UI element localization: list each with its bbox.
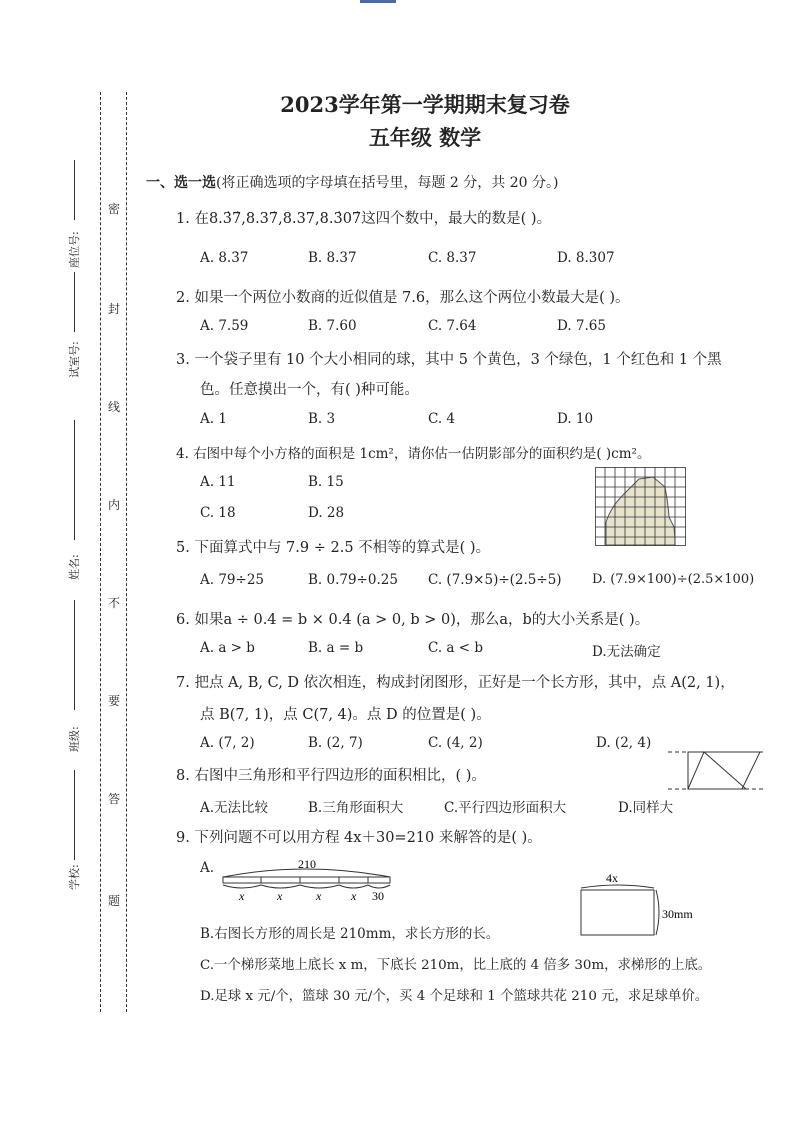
q-num: 4. bbox=[176, 446, 189, 462]
question-3 bbox=[176, 348, 722, 369]
q-num: 8. bbox=[176, 768, 190, 784]
q-num: 6. bbox=[176, 612, 190, 628]
total-label: 210 bbox=[298, 857, 316, 871]
side-underline bbox=[74, 160, 75, 220]
q4-option-a: A. 11 bbox=[200, 474, 236, 490]
q9-option-b: B.右图长方形的周长是 210mm，求长方形的长。 bbox=[200, 926, 500, 942]
side-underline bbox=[74, 600, 75, 710]
q2-option-d: D. 7.65 bbox=[557, 318, 606, 334]
q-text: 把点 A, B, C, D 依次相连，构成封闭图形，正好是一个长方形，其中，点 A(2, 1)， bbox=[194, 675, 735, 691]
q1-option-d: D. 8.3̇07̇ bbox=[557, 250, 615, 266]
q2-option-b: B. 7.60 bbox=[308, 318, 357, 334]
q8-option-a: A.无法比较 bbox=[200, 800, 269, 816]
seal-char: 题 bbox=[108, 894, 121, 908]
q-num: 3. bbox=[176, 352, 190, 368]
seal-line-right bbox=[126, 92, 127, 1012]
q7-option-d: D. (2, 4) bbox=[596, 735, 652, 751]
side-underline bbox=[74, 272, 75, 332]
q5-option-d: D. (7.9×100)÷(2.5×100) bbox=[592, 572, 755, 587]
q1-option-a: A. 8.3̇7̇ bbox=[200, 250, 249, 266]
q-num: 2. bbox=[176, 290, 190, 306]
grid-figure bbox=[595, 467, 687, 547]
q-num: 7. bbox=[176, 675, 190, 691]
side-field-class: 班级: bbox=[68, 726, 81, 752]
q9-option-c: C.一个梯形菜地上底长 x m，下底长 210m，比上底的 4 倍多 30m，求梯形的上底。 bbox=[200, 958, 712, 973]
side-underline bbox=[74, 770, 75, 860]
q7-option-c: C. (4, 2) bbox=[428, 735, 483, 751]
rect-length-label: 4x bbox=[606, 871, 618, 885]
q-text: 下列问题不可以用方程 4x＋30=210 来解答的是( )。 bbox=[194, 830, 542, 846]
top-mark bbox=[360, 0, 396, 3]
q7-option-b: B. (2, 7) bbox=[308, 735, 363, 751]
page-subtitle: 五年级 数学 bbox=[368, 125, 482, 150]
question-3-cont: 色。任意摸出一个，有( )种可能。 bbox=[200, 382, 419, 398]
q5-option-b: B. 0.79÷0.25 bbox=[308, 572, 398, 588]
q6-option-a: A. a > b bbox=[200, 640, 255, 656]
q7-option-a: A. (7, 2) bbox=[200, 735, 255, 751]
rectangle-figure bbox=[578, 868, 708, 940]
q-text: 如果一个两位小数商的近似值是 7.6，那么这个两位小数最大是( )。 bbox=[194, 290, 630, 306]
q5-option-c: C. (7.9×5)÷(2.5÷5) bbox=[428, 572, 562, 588]
q8-option-d: D.同样大 bbox=[618, 800, 674, 816]
q9-option-d: D.足球 x 元/个，篮球 30 元/个，买 4 个足球和 1 个篮球共花 210 元，求足球单价。 bbox=[200, 989, 709, 1004]
side-field-room: 试室号: bbox=[68, 341, 81, 378]
q-num: 5. bbox=[176, 540, 190, 556]
q4-option-c: C. 18 bbox=[200, 505, 236, 521]
q-text: 右图中三角形和平行四边形的面积相比，( )。 bbox=[194, 768, 486, 784]
q-text: 右图中每个小方格的面积是 1cm²，请你估一估阴影部分的面积约是( )cm²。 bbox=[193, 446, 651, 462]
question-4 bbox=[176, 442, 650, 462]
q6-option-c: C. a < b bbox=[428, 640, 484, 656]
question-2 bbox=[176, 286, 630, 307]
section-header bbox=[146, 172, 558, 192]
q3-option-a: A. 1 bbox=[200, 411, 227, 427]
section-label: 一、选一选 bbox=[146, 175, 216, 191]
side-field-seat: 座位号: bbox=[68, 231, 81, 268]
seal-char: 答 bbox=[108, 792, 121, 806]
segment-30-label: 30 bbox=[372, 889, 384, 901]
side-field-name: 姓名: bbox=[68, 554, 81, 580]
seal-char: 密 bbox=[108, 202, 121, 216]
segment-x-label: x bbox=[277, 889, 283, 901]
seal-char: 不 bbox=[108, 596, 121, 610]
q8-option-c: C.平行四边形面积大 bbox=[444, 800, 567, 816]
q3-option-c: C. 4 bbox=[428, 411, 456, 427]
q2-option-c: C. 7.64 bbox=[428, 318, 477, 334]
q5-option-a: A. 79÷25 bbox=[200, 572, 264, 588]
q-num: 9. bbox=[176, 830, 190, 846]
q-text: 下面算式中与 7.9 ÷ 2.5 不相等的算式是( )。 bbox=[194, 540, 491, 556]
q-text: 如果a ÷ 0.4 = b × 0.4 (a > 0, b > 0)，那么a，b的大小关系是( )。 bbox=[194, 612, 650, 628]
seal-line-left bbox=[100, 92, 101, 1012]
segment-x-label: x bbox=[239, 889, 245, 901]
question-7-cont: 点 B(7, 1)，点 C(7, 4)。点 D 的位置是( )。 bbox=[200, 707, 491, 723]
question-8 bbox=[176, 764, 486, 785]
side-underline bbox=[74, 420, 75, 540]
seal-char: 要 bbox=[108, 694, 121, 708]
question-5 bbox=[176, 536, 490, 557]
q3-option-d: D. 10 bbox=[557, 411, 594, 427]
q3-option-b: B. 3 bbox=[308, 411, 336, 427]
q-text: 在8.3̇7̇,8.37̇,8.37,8.3̇07̇这四个数中，最大的数是( )。 bbox=[194, 211, 552, 227]
q1-option-b: B. 8.37̇ bbox=[308, 250, 357, 266]
q2-option-a: A. 7.59 bbox=[200, 318, 249, 334]
seal-char: 内 bbox=[108, 498, 121, 512]
triangle-parallelogram-figure bbox=[668, 750, 766, 792]
q-num: 1. bbox=[176, 211, 190, 227]
rect-width-label: 30mm bbox=[662, 907, 693, 921]
q9-option-a-label: A. bbox=[200, 860, 215, 876]
segment-x-label: x bbox=[351, 889, 357, 901]
q1-option-c: C. 8.37 bbox=[428, 250, 477, 266]
question-9 bbox=[176, 826, 542, 847]
q4-option-d: D. 28 bbox=[308, 505, 345, 521]
q6-option-d: D.无法确定 bbox=[592, 644, 661, 660]
question-6 bbox=[176, 608, 649, 629]
segment-diagram bbox=[220, 855, 395, 901]
seal-char: 线 bbox=[108, 400, 121, 414]
page-title: 2023学年第一学期期末复习卷 bbox=[280, 92, 570, 117]
question-1 bbox=[176, 207, 551, 228]
section-note: (将正确选项的字母填在括号里，每题 2 分，共 20 分。) bbox=[216, 175, 559, 191]
segment-x-label: x bbox=[316, 889, 322, 901]
q8-option-b: B.三角形面积大 bbox=[308, 800, 404, 816]
q4-option-b: B. 15 bbox=[308, 474, 344, 490]
q-text: 一个袋子里有 10 个大小相同的球，其中 5 个黄色，3 个绿色，1 个红色和 1 个黑 bbox=[194, 352, 722, 368]
question-7 bbox=[176, 671, 735, 692]
side-field-school: 学校: bbox=[68, 864, 81, 890]
q6-option-b: B. a = b bbox=[308, 640, 364, 656]
seal-char: 封 bbox=[108, 302, 121, 316]
